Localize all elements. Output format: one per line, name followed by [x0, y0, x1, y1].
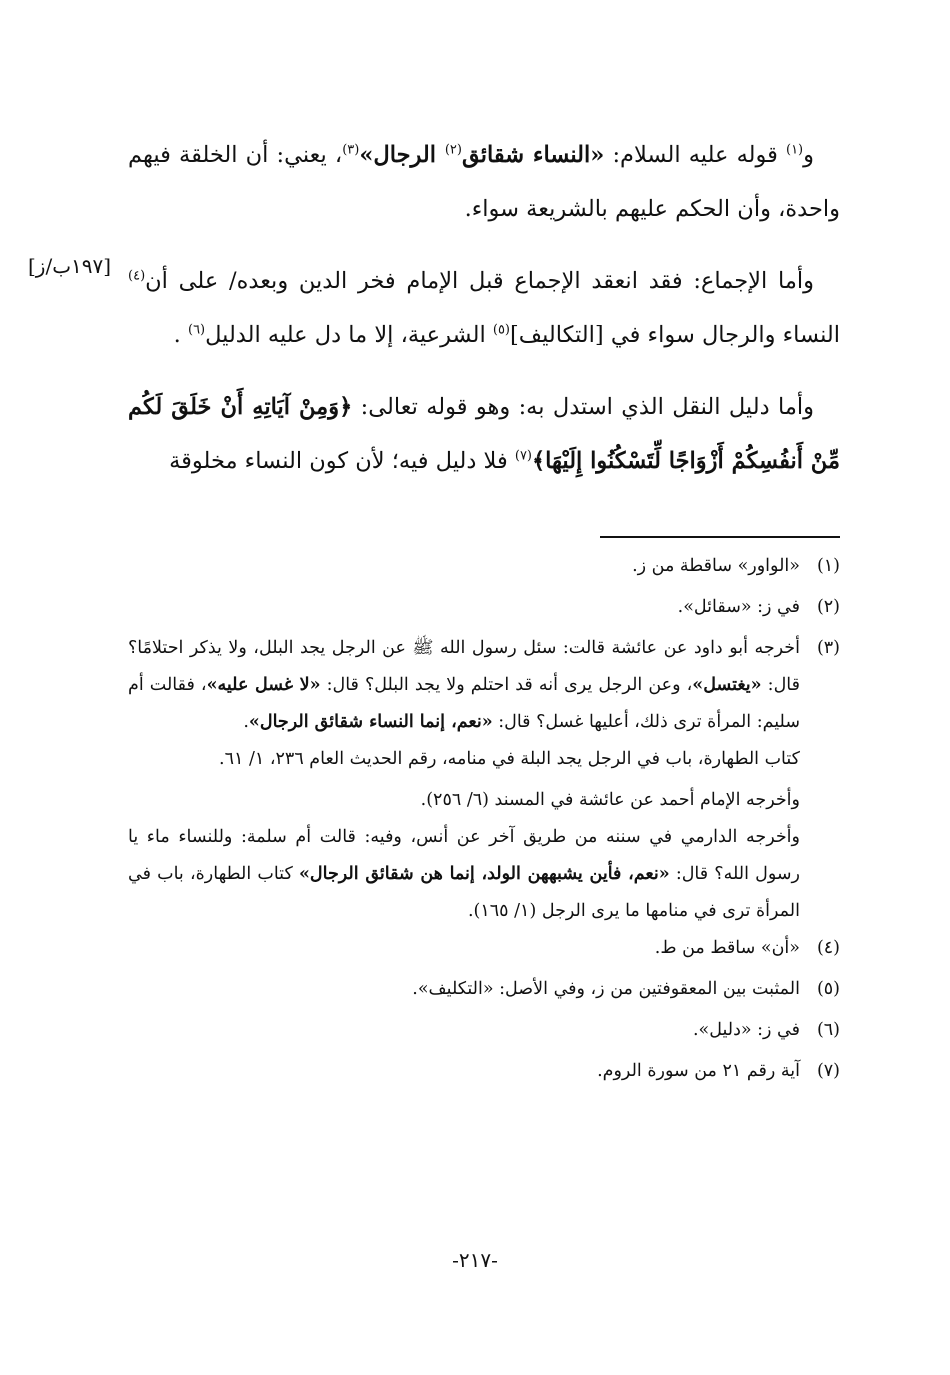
footnote-3-ahmad: وأخرجه الإمام أحمد عن عائشة في المسند (٦/ ٢٥٦). — [420, 790, 800, 810]
text: ، وعن الرجل يرى أنه قد احتلم ولا يجد البلل؟ قال: — [320, 675, 693, 695]
text: وأما الإجماع: فقد انعقد الإجماع قبل الإمام فخر الدين وبعده/ على أن — [145, 268, 814, 294]
footnote-number: (٧) — [816, 1061, 840, 1081]
text: قوله عليه السلام: — [604, 142, 786, 168]
footnote-2 — [128, 589, 840, 626]
hadith-quote: «لا غسل عليه» — [206, 675, 321, 695]
text: فلا دليل فيه؛ لأن كون النساء مخلوقة — [169, 448, 515, 474]
paragraph-ijma — [128, 254, 840, 362]
paragraph-naql — [128, 380, 840, 488]
footnote-number: (٣) — [816, 638, 840, 658]
footnote-6 — [128, 1012, 840, 1049]
footnote-ref: (٧) — [514, 448, 532, 464]
text: كتاب الطهارة، باب في المرأة ترى في منامها ما يرى الرجل (١/ ١٦٥). — [128, 864, 800, 921]
hadith-quote: «يغتسل» — [692, 675, 762, 695]
footnote-text: المثبت بين المعقوفتين من ز، وفي الأصل: «التكليف». — [412, 979, 800, 999]
text: أخرجه أبو داود عن عائشة قالت: سئل رسول الله ﷺ عن الرجل يجد البلل، ولا يذكر احتلامًا؟ قال: — [128, 638, 800, 695]
footnote-number: (٦) — [816, 1020, 840, 1040]
footnote-separator — [600, 536, 840, 538]
footnote-ref: (٥) — [492, 322, 510, 338]
text: وأما دليل النقل الذي استدل به: وهو قوله تعالى: — [352, 394, 814, 420]
hadith-quote: «النساء شقائق — [461, 142, 605, 168]
footnote-number: (٤) — [816, 938, 840, 958]
hadith-quote: «نعم، فأين يشبههن الولد، إنما هن شقائق الرجال» — [298, 864, 670, 884]
footnote-text: آية رقم ٢١ من سورة الروم. — [597, 1061, 800, 1081]
footnote-7 — [128, 1053, 840, 1090]
footnote-ref: (٣) — [342, 142, 360, 158]
footnote-text: «الواور» ساقطة من ز. — [632, 556, 800, 576]
hadith-quote: «نعم، إنما النساء شقائق الرجال» — [248, 712, 493, 732]
quran-verse: ﴿وَمِنْ آيَاتِهِ أَنْ خَلَقَ لَكُم مِّنْ أَنفُسِكُمْ أَزْوَاجًا لِّتَسْكُنُوا إِلَيْهَا﴾ — [128, 394, 840, 474]
footnote-4 — [128, 930, 840, 967]
footnote-ref: (٢) — [444, 142, 462, 158]
footnote-number: (١) — [816, 556, 840, 576]
footnote-paragraph — [128, 630, 800, 741]
text: و — [803, 142, 814, 168]
footnote-text — [128, 630, 800, 778]
footnote-text: في ز: «سقائل». — [677, 597, 800, 617]
footnote-text: في ز: «دليل». — [692, 1020, 800, 1040]
main-text — [128, 128, 840, 488]
footnote-3-darimi — [128, 819, 800, 930]
text: وأخرجه الدارمي في سننه من طريق آخر عن أنس، وفيه: قالت أم سلمة: وللنساء ماء يا رسول الله؟ قال: — [128, 827, 800, 884]
text: الشرعية، إلا ما دل عليه الدليل — [205, 322, 493, 348]
footnote-5 — [128, 971, 840, 1008]
paragraph-hadith — [128, 128, 840, 236]
text: ، فقالت أم سليم: المرأة ترى ذلك، أعليها غسل؟ قال: — [128, 675, 800, 732]
text: . — [243, 712, 249, 732]
marginal-folio-note: [١٩٧ب/ز] — [28, 254, 112, 278]
footnote-paragraph: كتاب الطهارة، باب في الرجل يجد البلة في منامه، رقم الحديث العام ٢٣٦، ١/ ٦١. — [219, 749, 800, 769]
hadith-quote: الرجال» — [359, 142, 445, 168]
footnote-ref: (١) — [785, 142, 804, 158]
text: النساء والرجال سواء في [التكاليف] — [510, 322, 840, 348]
footnote-number: (٥) — [816, 979, 840, 999]
footnotes — [128, 548, 840, 1094]
footnote-3 — [128, 630, 840, 778]
footnote-ref: (٦) — [187, 322, 206, 338]
footnote-ref: (٤) — [128, 268, 146, 284]
footnote-number: (٢) — [816, 597, 840, 617]
page-number: -٢١٧- — [452, 1248, 498, 1272]
footnote-1 — [128, 548, 840, 585]
footnote-text: «أن» ساقط من ط. — [654, 938, 800, 958]
text: ، يعني: أن الخلقة فيهم واحدة، وأن الحكم عليهم بالشريعة سواء. — [128, 142, 840, 222]
text: . — [173, 322, 188, 348]
